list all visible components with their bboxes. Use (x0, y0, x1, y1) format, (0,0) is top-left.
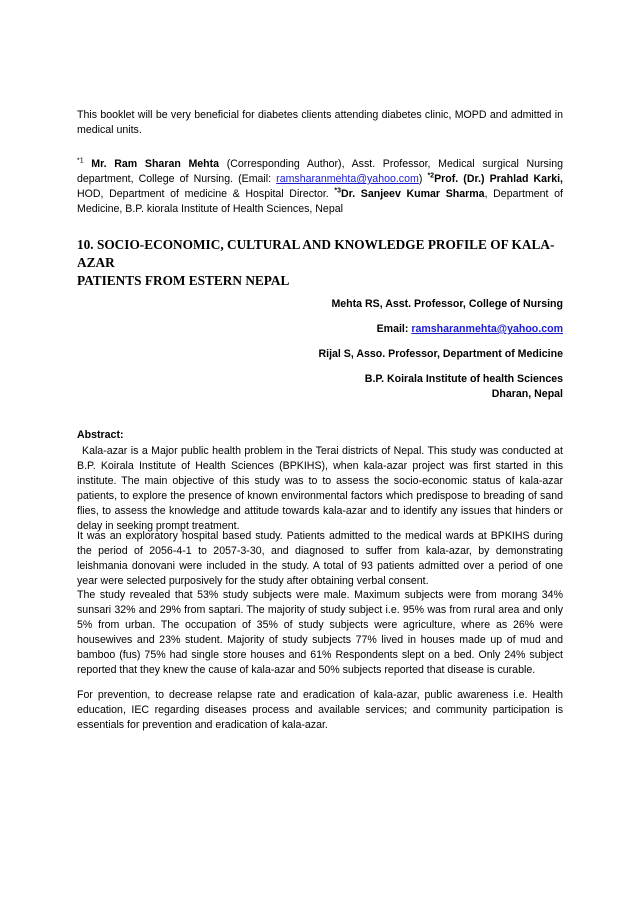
affiliation-line-4: B.P. Koirala Institute of health Sciences (364, 373, 563, 385)
abstract-paragraph-3: The study revealed that 53% study subjects were male. Maximum subjects were from morang 34% sunsari 32% and 29% from saptari. The majority of study subject i.e. 95% was from rural area and only 5% from urban. The occupation of 35% of study subjects were agriculture, where as 26% were housewives and 23% student. Majority of study subjects 77% lived in houses made up of mud and bamboo (fus) 75% had single store houses and 61% Respondents slept on a bed. Only 24% subject reported that they knew the cause of kala-azar and 50% subjects reported that disease is curable. (77, 589, 563, 676)
author1-marker: *1 (77, 157, 84, 165)
author3-marker: *3 (334, 187, 342, 195)
author3-name: Dr. Sanjeev Kumar Sharma (341, 188, 485, 200)
author1-name: Mr. Ram Sharan Mehta (91, 158, 220, 170)
affiliation-line-3: Rijal S, Asso. Professor, Department of Medicine (318, 348, 563, 360)
author2-name: Prof. (Dr.) Prahlad Karki, (434, 173, 563, 185)
author2-role: HOD, Department of medicine & Hospital Director. (77, 188, 335, 200)
affiliation-email-label: Email: (376, 323, 412, 335)
article-title-line-2: PATIENTS FROM ESTERN NEPAL (77, 273, 290, 288)
abstract-heading: Abstract: (77, 429, 124, 441)
abstract-paragraph-2: It was an exploratory hospital based study. Patients admitted to the medical wards at BPKIHS during the period of 2056-4-1 to 2057-3-30, and diagnosed to suffer from kala-azar, by demonstrating leishmania donovani were included in the study. A total of 93 patients admitted over a period of one year were selected purposively for the study after obtaining verbal consent. (77, 530, 563, 587)
abstract-paragraph-1: Kala-azar is a Major public health problem in the Terai districts of Nepal. This study was conducted at B.P. Koirala Institute of Health Sciences (BPKIHS), when kala-azar project was first started in this institute. The main objective of this study was to to assess the socio-economic status of kala-azar patients, to explore the presence of known environmental factors which predispose to breading of sand flies, to assess the knowledge and attitude towards kala-azar and to identify any issues that hinders or delay in seeking prompt treatment. (77, 445, 563, 532)
affiliation-email (377, 322, 563, 336)
author3-role: , Department of Medicine, B.P. kiorala Institute of Health Sciences, Nepal (77, 188, 563, 215)
intro-paragraph: This booklet will be very beneficial for diabetes clients attending diabetes clinic, MOPD and admitted in medical units. (77, 109, 563, 136)
affiliation-line-1: Mehta RS, Asst. Professor, College of Nursing (331, 298, 563, 310)
author2-marker: *2 (427, 172, 435, 180)
article-title (77, 236, 563, 290)
affiliation-line-5: Dharan, Nepal (491, 388, 563, 400)
author1-email-link[interactable]: ramsharanmehta@yahoo.com (276, 173, 419, 185)
abstract-paragraph-4: For prevention, to decrease relapse rate and eradication of kala-azar, public awareness i.e. Health education, IEC regarding diseases process and available services; and community participation is essentials for prevention and eradication of kala-azar. (77, 689, 563, 731)
article-title-line-1: 10. SOCIO-ECONOMIC, CULTURAL AND KNOWLEDGE PROFILE OF KALA-AZAR (77, 237, 555, 270)
author-paragraph (77, 157, 563, 217)
author1-role: (Corresponding Author), Asst. Professor, Medical surgical Nursing department, College of Nursing. (Email: (77, 158, 563, 185)
author1-role-end: ) (418, 173, 428, 185)
affiliation-email-link[interactable]: ramsharanmehta@yahoo.com (411, 323, 563, 335)
